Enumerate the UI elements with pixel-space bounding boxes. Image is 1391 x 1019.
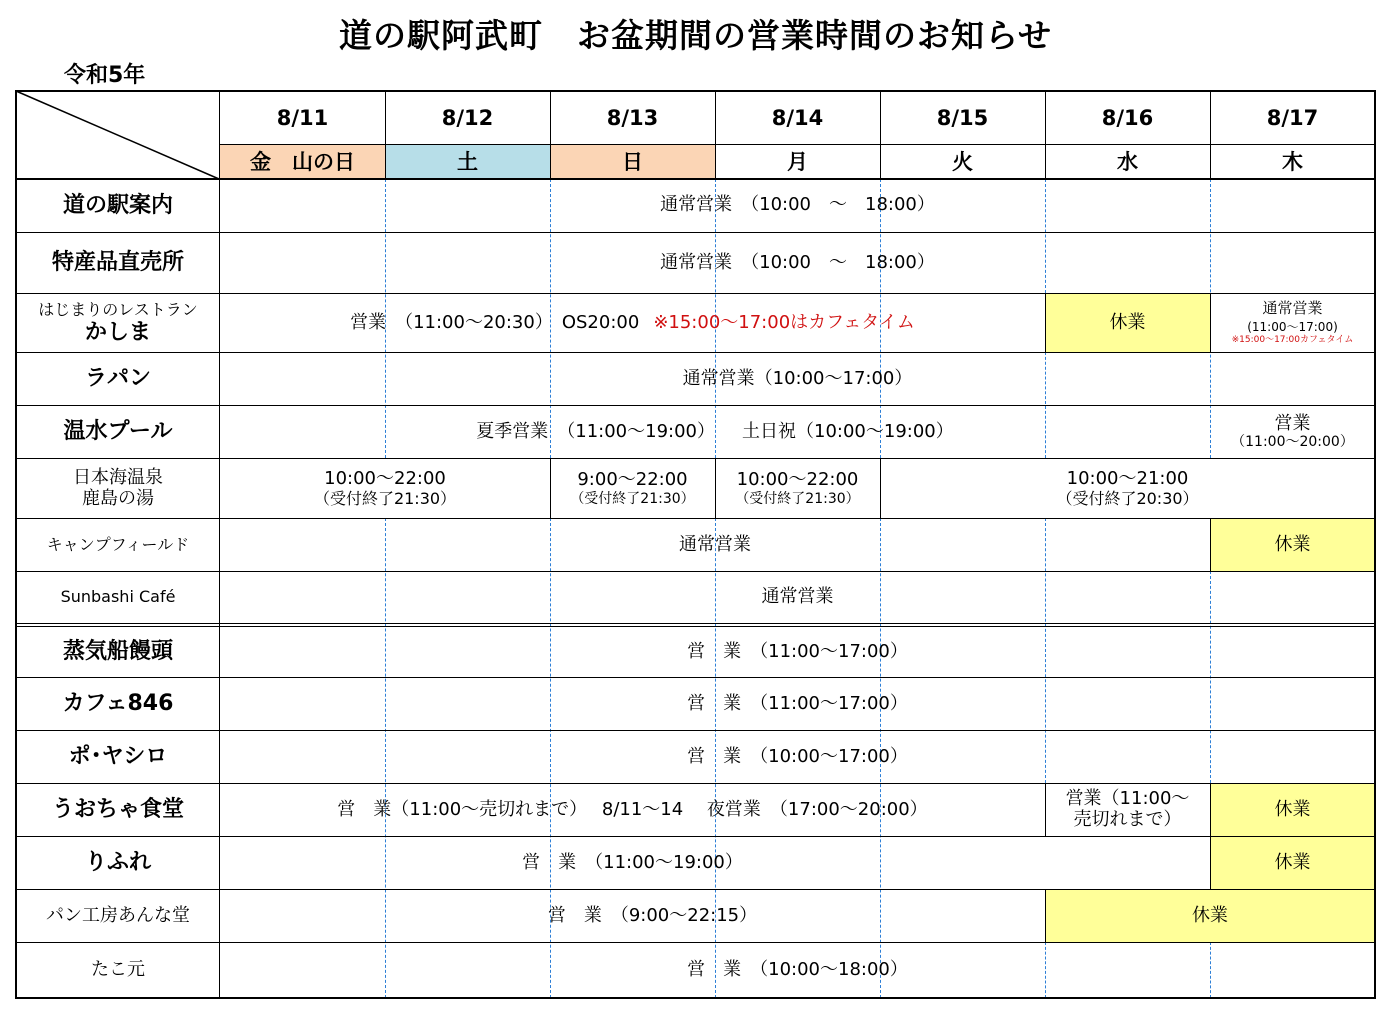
row-label-rifure: りふれ (84, 850, 151, 876)
uocha-closed: 休業 (1274, 798, 1311, 820)
row-label-pool: 温水プール (63, 419, 173, 445)
onsen-fri-sat (220, 459, 550, 518)
day-mon: 月 (787, 149, 808, 174)
pan-closed: 休業 (1192, 904, 1228, 926)
onsen-sun (550, 459, 715, 518)
onsen-mon (715, 459, 880, 518)
day-thu: 木 (1282, 149, 1303, 174)
row-label-camp: キャンプフィールド (46, 534, 190, 554)
takogen-hours: 営 業 （10:00～18:00） (687, 958, 908, 980)
rifure-closed: 休業 (1274, 851, 1311, 873)
onsen-c2-note: （受付終了21:30） (570, 490, 695, 507)
kashima-hours (220, 294, 1045, 352)
year-label: 令和5年 (64, 63, 146, 88)
date-8-12: 8/12 (441, 105, 494, 130)
kashima-closed: 休業 (1109, 311, 1146, 333)
uocha-wed-line2: 売切れまで） (1073, 809, 1182, 830)
onsen-c1-note: （受付終了21:30） (313, 488, 457, 508)
cafe846-hours: 営 業 （11:00～17:00） (687, 692, 908, 714)
onsen-line-3 (880, 458, 881, 518)
onsen-c4-hours: 10:00～21:00 (1066, 467, 1189, 489)
onsen-c4-note: （受付終了20:30） (1056, 488, 1199, 508)
row-label-tokusan: 特産品直売所 (51, 250, 184, 276)
rifure-hours: 営 業 （11:00～19:00） (522, 851, 743, 873)
uocha-wed-line1: 営業（11:00～ (1065, 788, 1190, 810)
row-line-8a (15, 623, 1375, 624)
date-8-16: 8/16 (1101, 105, 1154, 130)
pool-thu (1210, 406, 1375, 458)
camp-hours: 通常営業 (679, 533, 751, 555)
day-sat: 土 (457, 149, 478, 174)
row-label-poyashiro: ポ･ヤシロ (68, 744, 168, 770)
day-tue: 火 (952, 149, 973, 174)
row-label-rapan: ラパン (84, 366, 151, 392)
camp-closed: 休業 (1274, 533, 1311, 555)
schedule-table (15, 90, 1376, 998)
row-label-kashima (17, 294, 219, 352)
onsen-c2-hours: 9:00～22:00 (577, 469, 688, 491)
sunbashi-hours: 通常営業 (761, 586, 834, 608)
pool-thu-title: 営業 (1274, 412, 1311, 434)
kashima-thu (1210, 294, 1375, 352)
header-diagonal (15, 90, 220, 180)
pool-thu-hours: （11:00～20:00） (1231, 434, 1354, 451)
rapan-hours: 通常営業（10:00～17:00） (682, 367, 913, 389)
day-fri: 金 山の日 (250, 149, 355, 174)
date-8-14: 8/14 (771, 105, 824, 130)
pool-hours: 夏季営業 （11:00～19:00） 土日祝（10:00～19:00） (476, 420, 954, 442)
row-label-cafe846: カフェ846 (62, 691, 174, 717)
date-8-13: 8/13 (606, 105, 659, 130)
row-label-takogen: たこ元 (91, 958, 145, 980)
poyashiro-hours: 営 業 （10:00～17:00） (687, 745, 908, 767)
kashima-name-top: はじまりのレストラン (38, 300, 198, 320)
kashima-thu-note: ※15:00～17:00カフェタイム (1231, 335, 1354, 346)
kashima-cafe-note: ※15:00～17:00はカフェタイム (653, 311, 915, 333)
kashima-thu-hours: (11:00～17:00) (1247, 319, 1338, 334)
kashima-name-bottom: かしま (84, 319, 151, 345)
onsen-name-top: 日本海温泉 (73, 466, 163, 488)
onsen-name-bottom: 鹿島の湯 (82, 487, 154, 509)
uocha-hours: 営 業（11:00～売切れまで） 8/11～14 夜営業 （17:00～20:00） (337, 798, 928, 820)
tokusan-hours: 通常営業 （10:00 ～ 18:00） (660, 251, 935, 273)
uocha-wed (1045, 784, 1210, 836)
onsen-c3-note: （受付終了21:30） (735, 490, 860, 507)
onsen-wed (1045, 459, 1210, 518)
dash-col-5d (1045, 942, 1046, 998)
row-label-pan: パン工房あんな堂 (46, 904, 190, 926)
date-8-17: 8/17 (1266, 105, 1319, 130)
onsen-c3-hours: 10:00～22:00 (736, 469, 859, 491)
dash-col-6c (1210, 942, 1211, 998)
date-8-15: 8/15 (936, 105, 989, 130)
row-label-annai: 道の駅案内 (62, 192, 173, 218)
row-label-uocha: うおちゃ食堂 (51, 797, 184, 823)
row-label-sunbashi: Sunbashi Café (60, 587, 176, 607)
row-label-onsen (17, 459, 219, 518)
date-8-11: 8/11 (276, 105, 329, 130)
day-wed: 水 (1117, 149, 1138, 174)
day-sun: 日 (622, 149, 643, 174)
kashima-thu-title: 通常営業 (1262, 299, 1323, 318)
onsen-c1-hours: 10:00～22:00 (324, 467, 446, 489)
pan-hours: 営 業 （9:00～22:15） (547, 904, 758, 926)
manju-hours: 営 業 （11:00～17:00） (687, 640, 908, 662)
row-label-manju: 蒸気船饅頭 (62, 639, 173, 665)
annai-hours: 通常営業 （10:00 ～ 18:00） (660, 194, 935, 216)
page-title: 道の駅阿武町 お盆期間の営業時間のお知らせ (338, 16, 1052, 55)
kashima-hours-text: 営業 （11:00～20:30） OS20:00 (350, 311, 640, 333)
